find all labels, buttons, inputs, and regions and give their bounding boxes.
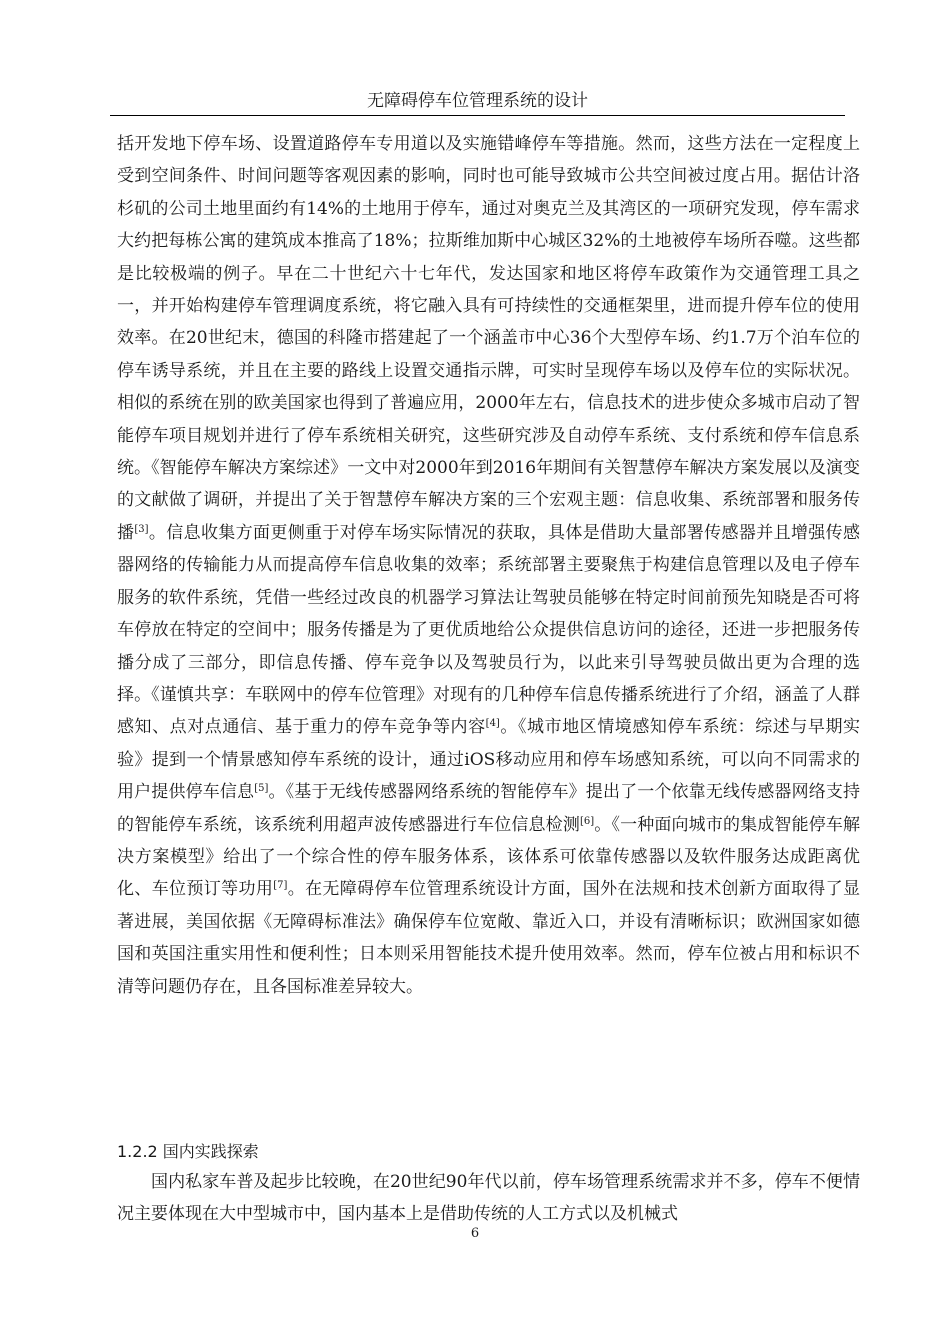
citation-ref: [3]	[134, 523, 149, 535]
citation-ref: [6]	[579, 815, 595, 827]
paragraph-text: 。《城市地区情境感知停车系统：综述与早期实验》提到一个情景感知停车系统的设计，通过iOS移动应用和停车场感知系统，可以向不同需求的用户提供停车信息	[117, 717, 861, 803]
citation-ref: [4]	[485, 718, 500, 730]
page-number: 6	[470, 1226, 480, 1241]
body-paragraph	[117, 128, 860, 1003]
running-header: 无障碍停车位管理系统的设计	[367, 91, 588, 111]
paragraph-text: 括开发地下停车场、设置道路停车专用道以及实施错峰停车等措施。然而，这些方法在一定程度上受到空间条件、时间问题等客观因素的影响，同时也可能导致城市公共空间被过度占用。据估计洛杉矶的公司土地里面约有14%的土地用于停车，通过对奥克兰及其湾区的一项研究发现，停车需求大约把每栋公寓的建筑成本推高了18%；拉斯维加斯中心城区32%的土地被停车场所吞噬。这些都是比较极端的例子。早在二十世纪六十七年代，发达国家和地区将停车政策作为交通管理工具之一，并开始构建停车管理调度系统，将它融入具有可持续性的交通框架里，进而提升停车位的使用效率。在20世纪末，德国的科隆市搭建起了一个涵盖市中心36个大型停车场、约1.7万个泊车位的停车诱导系统，并且在主要的路线上设置交通指示牌，可实时呈现停车场以及停车位的实际状况。相似的系统在别的欧美国家也得到了普遍应用，2000年左右，信息技术的进步使众多城市启动了智能停车项目规划并进行了停车系统相关研究，这些研究涉及自动停车系统、支付系统和停车信息系统。《智能停车解决方案综述》一文中对2000年到2016年期间有关智慧停车解决方案发展以及演变的文献做了调研，并提出了关于智慧停车解决方案的三个宏观主题：信息收集、系统部署和服务传播	[117, 134, 860, 543]
paragraph-text: 。在无障碍停车位管理系统设计方面，国外在法规和技术创新方面取得了显著进展，美国依据《无障碍标准法》确保停车位宽敞、靠近入口，并设有清晰标识；欧洲国家如德国和英国注重实用性和便利性；日本则采用智能技术提升使用效率。然而，停车位被占用和标识不清等问题仍存在，且各国标准差异较大。	[117, 879, 861, 997]
paragraph-text: 。信息收集方面更侧重于对停车场实际情况的获取，具体是借助大量部署传感器并且增强传感器网络的传输能力从而提高停车信息收集的效率；系统部署主要聚焦于构建信息管理以及电子停车服务的软件系统，凭借一些经过改良的机器学习算法让驾驶员能够在特定时间前预先知晓是否可将车停放在特定的空间中；服务传播是为了更优质地给公众提供信息访问的途径，还进一步把服务传播分成了三部分，即信息传播、停车竞争以及驾驶员行为，以此来引导驾驶员做出更为合理的选择。《谨慎共享：车联网中的停车位管理》对现有的几种停车信息传播系统进行了介绍，涵盖了人群感知、点对点通信、基于重力的停车竞争等内容	[117, 522, 861, 738]
paragraph-text: 。《一种面向城市的集成智能停车解决方案模型》给出了一个综合性的停车服务体系，该体系可依靠传感器以及软件服务达成距离优化、车位预订等功用	[117, 814, 861, 900]
citation-ref: [5]	[254, 783, 269, 795]
section-heading: 1.2.2 国内实践探索	[117, 1142, 259, 1161]
paragraph-text: 。《基于无线传感器网络系统的智能停车》提出了一个依靠无线传感器网络支持的智能停车系统，该系统利用超声波传感器进行车位信息检测	[117, 782, 861, 835]
body-paragraph-2: 国内私家车普及起步比较晚，在20世纪90年代以前，停车场管理系统需求并不多，停车不便情况主要体现在大中型城市中，国内基本上是借助传统的人工方式以及机械式	[117, 1172, 860, 1225]
header-rule	[110, 115, 845, 116]
citation-ref: [7]	[273, 880, 288, 892]
